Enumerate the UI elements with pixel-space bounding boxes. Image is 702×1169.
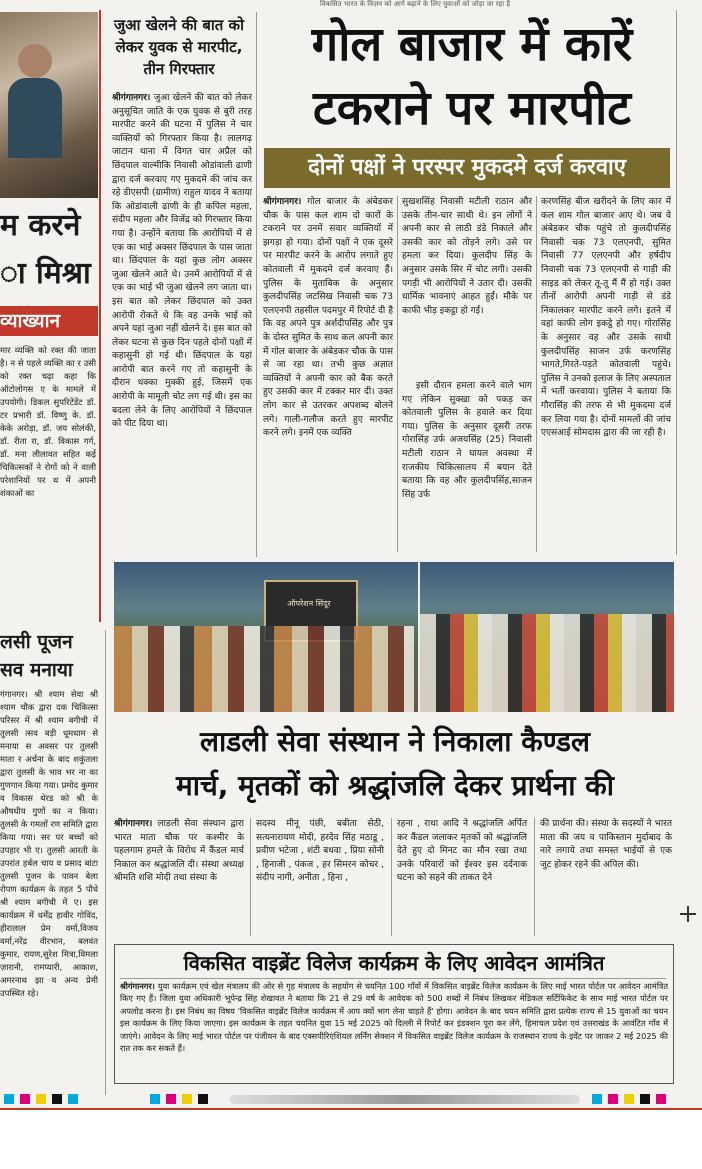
left-fragment-3: व्याख्यान [0, 306, 98, 336]
tulsi-headline-2: सव मनाया [0, 659, 73, 681]
plus-crosshair-icon [680, 906, 696, 922]
ladli-rule-2 [391, 818, 392, 936]
golbazar-col-3: करणसिंह बीज खरीदने के लिए कार में कल शाम गोल बाजार आए थे। जब वे अंबेडकर चौक पहुंचे तो कुलदीपसिंह निवासी चक 73 एलएनपी, सुमित निवासी 77 एलएनपी और हर्षदीप निवासी चक 73 एलएनपी से गाड़ी की साइड को लेकर तू-तू मैं मैं हो गई। उक्त तीनों आरोपी अपनी गाड़ी से डंडे निकालकर मारपीट करने लगे। इतने में वहां काफी लोग इकट्ठे हो गए। गोरासिंह के अनुसार वह और उसके साथी कुलदीपसिंह साजन उर्फ करणसिंह भागते,गिरते-पड़ते कोतवाली पहुंचे। पुलिस ने उनको इलाज के लिए अस्पताल में भर्ती करवाया। पुलिस ने बताया कि गौरासिंह की तरफ से भी मुकदमा दर्ज कर लिया गया है। दोनों मामलों की जांच एएसआई सोमदास द्वारा की जा रही है। [541, 197, 671, 439]
juaa-dateline: श्रीगंगानगर। [112, 93, 151, 103]
photo-banner-text: ऑपरेशन सिंदूर [287, 599, 331, 608]
golbazar-col-2a: सुखशसिंह निवासी मटीली राठान और उसके तीन-चार साथी थे। इन लोगों ने अपनी कार से लाठी डंडे निकाले और उसकी कार को तोड़ने लगे। उसे पर हमला कर दिया। कुलदीप सिंह के अनुसार उसके सिर में चोट लगी। उसकी पगड़ी भी आरोपियों ने उतार दी। उसकी धार्मिक भावनाएं आहत हुईं। मौके पर काफी भीड़ इकट्ठा हो गई। [402, 197, 532, 316]
golbazar-dateline: श्रीगंगानगर। [263, 197, 302, 207]
golbazar-rule-2 [536, 196, 537, 552]
top-strip: विकसित भारत के विज़न को आगे बढ़ाने के लिए युवाओं को जोड़ा जा रहा है [320, 0, 511, 8]
registration-bar-right [592, 1094, 692, 1106]
viksit-text: युवा कार्यक्रम एवं खेल मंत्रालय की ओर से गृह मंत्रालय के सहयोग से चयनित 100 गाँवों में विकसित वाइब्रेंट विलेज कार्यक्रम के लिए माई भारत पोर्टल पर आवेदन आमंत्रित किए गए हैं। जिला युवा अधिकारी भूपेन्द्र सिंह शेखावत ने बताया कि 21 से 29 वर्ष के आवेदक को 500 शब्दों में निबंध लिखकर मेडिकल सर्टिफिकेट के साथ माई भारत पोर्टल पर अपलोड करना है। इस निबंध का विषय 'विकसित वाइब्रेंट विलेज कार्यक्रम में आप क्यों भाग लेना चाहते हैं' होगा। आवेदन के बाद चयन समिति द्वारा प्रत्येक राज्य से 15 युवाओं का चयन इस कार्यक्रम के लिए किया जाएगा। इस कार्यक्रम के तहत चयनित युवा 15 मई 2025 को दिल्ली में रिपोर्ट कर इंडक्शन पूरा कर लेंगे, हिमाचल प्रदेश एवं उत्तराखंड के आवंटित गाँव में जाएंगे। आवेदन के लिए माई भारत पोर्टल पर पंजीयन के बाद एक्सपीरिएंशियल लर्निंग सेक्शन में विकसित वाइब्रेंट विलेज कार्यक्रम के राजस्थान राज्य के इवेंट पर जाकर 2 मई 2025 की रात तक कर सकते हैं। [120, 981, 668, 1054]
juaa-body [112, 92, 252, 552]
golbazar-subhead: दोनों पक्षों ने परस्पर मुकदमे दर्ज करवाए [264, 148, 670, 188]
ladli-col-2: सदस्य मीनू पंछी, बबीता सेठी, सत्यनारायण मोदी, हरदेव सिंह मठाडू , प्रवीण भटेजा , शंटी बधवा , प्रिया सोनी , हिनाजी , पंकज , हर सिमरन कोचर , संदीप नागी, अनीता , हिना , [256, 819, 384, 884]
tulsi-body: गंगानगर। श्री श्याम सेवा श्री श्याम चौक द्वारा दक चिकित्सा परिसर में श्री श्याम बगीची में तुलसी त्सव बड़ी धूमधाम से मनाया स अवसर पर तुलसी माता र अर्चना के बाद शकुंतला द्वारा तुलसी के भाव भर ना का गुणगान किया गया। प्रमोद कुमार व विकास थेरड को श्री के औषधीय गुणों का न किया। तुलसी के गमलों रण समिति द्वारा किया गया। सर पर बच्चों को उपहार भी ए। तुलसी आरती के उपरांत हर्बल चाय व प्रसाद बांटा तुलसी पूजन के पावन बेला रोपण कार्यक्रम के तहत 5 पौधे श्री श्याम बगीची में ए। इस कार्यक्रम में धर्मेंद्र हावीर गोविंद, हीरालाल प्रेम वर्मा,विजय वर्मा,नरेंद्र वीरभान, बलवंत कुमार, रायण,सुरेश मित्रा,विमला ज़ारानी, रामप्यारी, आकाश, अमरनाथ झा व अन्य प्रेमी उपस्थित रहे। [0, 689, 98, 998]
viksit-rule [120, 978, 666, 979]
ladli-col-4: की प्रार्थना की। संस्था के सदस्यों ने भारत माता की जय व पाकिस्तान मुर्दाबाद के नारे लगाये तथा समस्त भाईयों से एक जुट होकर रहने की अपिल की। [540, 819, 672, 870]
viksit-dateline: श्रीगंगानगर। [120, 981, 155, 991]
ladli-rule-1 [250, 818, 251, 936]
registration-gray-bar [230, 1095, 580, 1104]
golbazar-headline-1: गोल बाजार में कारें [311, 17, 633, 72]
golbazar-headline-2: टकराने पर मारपीट [313, 81, 631, 136]
ladli-col-1-text: लाडली सेवा संस्थान द्वारा भारत माता चौक पर कश्मीर के पहलगाम हमले के विरोध में कैंडल मार्च निकाल कर श्रद्धांजलि दी। संस्था अध्यक्ष श्रीमति शशि मोदी तथा संस्था के [114, 819, 244, 884]
juaa-rule [256, 12, 257, 557]
juaa-text: जुआ खेलने की बात को लेकर अनुसूचित जाति के एक युवक से बुरी तरह मारपीट करने की घटना में पुलिस ने चार व्यक्तियों को गिरफ्तार किया है। लालगढ़ जाटान थाना में विगत चार अप्रैल को छिंदपाल वाल्मीकि निवासी ओडांवाली ढाणी द्वारा दर्ज करवाए गए मुकदमे की जांच कर रहे डीएसपी (ग्रामीण) राहुल यादव ने बताया कि ओडांवाली ढाणी के ही कपिल महला, संदीप महला और विजेंद्र को गिरफ्तार किया गया है। उन्होंने बताया कि आरोपियों में से एक का भाई अक्सर छिंदपाल के पास जाता था। छिंदपाल के यहां कुछ लोग अक्सर जुआ खेलने आते थे। उनमें आरोपियों में से एक का भाई भी जुआ खेलने लग जाता था। इस बात को लेकर छिंदपाल को उक्त आरोपी रोकते थे कि वह उनके भाई को अपने यहां जुआ नहीं खेलने दे। इस बात को लेकर घटना से कुछ दिन पहले दोनों पक्षों में कहासुनी हो गई थी। छिंदपाल के यहां आरोपी बात करने गए तो कहासुनी के दौरान धक्का मुक्की हुई, जिसमें एक आरोपी के मामूली चोट लग गई थी। इस का बदला लेने के लिए आरोपियों ने छिंदपाल को पीट दिया था। [112, 93, 252, 430]
ladli-dateline: श्रीगंगानगर। [114, 819, 153, 829]
golbazar-rule-right [676, 10, 677, 555]
registration-bar-left [0, 1094, 110, 1106]
registration-bar-mid [150, 1094, 220, 1106]
golbazar-col-2b: इसी दौरान हमला करने वाले भाग गए लेकिन सुक्खा को पकड़ कर कोतवाली पुलिस के हवाले कर दिया गया। पुलिस के अनुसार दूसरी तरफ गोरासिंह उर्फ अजयसिंह (25) निवासी मटीली राठान ने घायल अवस्था में राजकीय चिकित्सालय में बयान देते बताया कि वह और कुलदीपसिंह,साजन सिंह उर्फ [402, 381, 532, 500]
left-margin-rule-lower [105, 630, 106, 1095]
page-bottom-blank [0, 1110, 702, 1169]
ladli-headline-2: मार्च, मृतकों को श्रद्धांजलि देकर प्रार्थना की [175, 769, 615, 802]
golbazar-rule-1 [397, 196, 398, 552]
photo-crowd-left [114, 626, 414, 712]
left-fragment-1: म करने [0, 208, 81, 243]
juaa-headline: जुआ खेलने की बात को लेकर युवक से मारपीट, तीन गिरफ्तार [114, 16, 244, 78]
tulsi-headline-1: लसी पूजन [0, 631, 73, 653]
photo-divider [418, 562, 420, 712]
left-photo-figure [18, 44, 52, 78]
left-photo-figure-body [8, 78, 62, 158]
ladli-headline-1: लाडली सेवा संस्थान ने निकाला कैण्डल [200, 725, 590, 758]
photo-crowd-right [420, 614, 674, 712]
left-fragment-2: ा मिश्रा [0, 256, 91, 291]
candle-march-photo [114, 562, 674, 712]
viksit-body [120, 980, 668, 1080]
ladli-rule-3 [534, 818, 535, 936]
left-fragment-body: मार व्यक्ति को रक्त की जाता है। न से पहले व्यक्ति का र उसी को रक्त चढ़ा कहा कि ऑटोलोगस ए के मामले में उपयोगी। डिकल सुपरिटेंडेंट डॉ. टर प्रभारी डॉ. विष्णु के. डॉ. केके अरोड़ा, डॉ. जय सोलंकी, डॉ. रीता रा, डॉ. विकास गर्ग, डॉ. मना लीलावत सहित कई चिकित्सकों ने रोगों को ने वाली परेशानियों पर थ में अपनी शंकाओं का [0, 345, 96, 498]
golbazar-col-1 [263, 196, 393, 552]
golbazar-col-1-text: गोल बाजार के अंबेडकर चौक के पास कल शाम दो कारों के टकराने पर उनमें सवार व्यक्तियों में झगड़ा हो गया। दोनों पक्षों ने एक दूसरे पर मारपीट करने के आरोप लगाते हुए कोतवाली में मुकदमे दर्ज करवाए हैं। पुलिस के मुताबिक के अनुसार कुलदीपसिंह जटसिख निवासी चक 73 एलएनपी तहसील पदमपुर में रिपोर्ट दी है कि वह अपने पुत्र अर्शदीपसिंह और पुत्र के दोस्त सुमित के साथ कल अपनी कार में गोल बाजार के अंबेडकर चौक के पास से जा रहा था। तभी कुछ अज्ञात व्यक्तियों ने अपनी कार को बैक करते हुए उसकी कार में टक्कर मार दी। उक्त लोग कार से उतरकर अपशब्द बोलने लगे। गाली-गलौज करते हुए मारपीट करने लगे। इनमें एक व्यक्ति [263, 197, 393, 439]
viksit-headline: विकसित वाइब्रेंट विलेज कार्यक्रम के लिए आवेदन आमंत्रित [183, 951, 605, 975]
ladli-col-3: रहना , राधा आदि ने श्रद्धांजलि अर्पित कर कैंडल जलाकर मृतकों को श्रद्धांजलि देते हुए दो मिनट का मौन रखा तथा उनके परिवारों को ईश्वर इस दर्दनाक घटना को सहने की ताकत देने [397, 819, 527, 884]
left-column-rule [99, 10, 101, 622]
ladli-col-1 [114, 818, 244, 938]
